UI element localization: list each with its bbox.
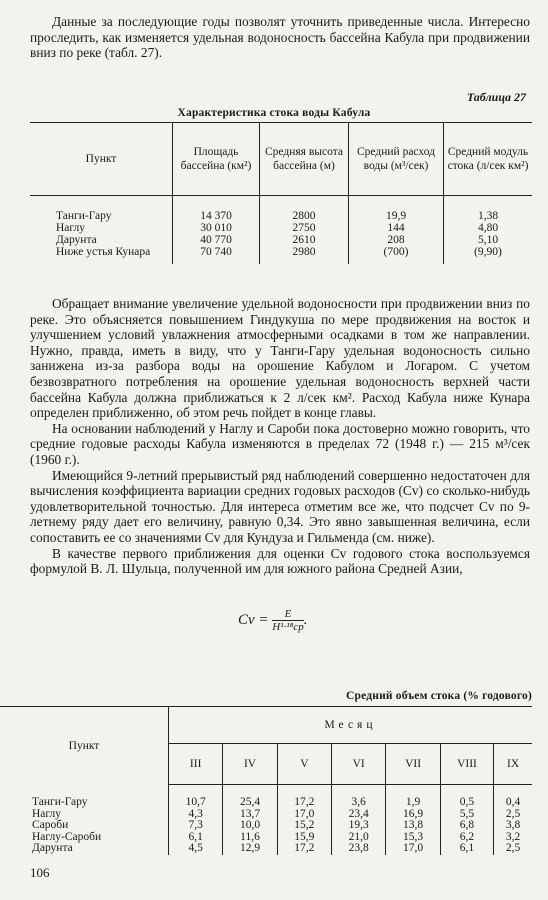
cell: 2,5 xyxy=(494,809,532,821)
cell: 6,2 xyxy=(440,832,494,844)
table-27-header: Средний модуль стока (л/сек км²) xyxy=(444,123,533,196)
cell: 11,6 xyxy=(223,832,277,844)
table-27-header: Пункт xyxy=(30,123,173,196)
cell: 3,6 xyxy=(332,797,386,809)
cell: 2980 xyxy=(260,246,349,258)
month-header: VI xyxy=(332,744,386,785)
cell: 13,7 xyxy=(223,809,277,821)
table-row xyxy=(30,210,532,222)
monthly-header-punkt: Пункт xyxy=(0,707,169,785)
cell: Наглу-Сароби xyxy=(32,830,102,843)
cell: 5,10 xyxy=(444,234,533,246)
cell: 15,3 xyxy=(386,832,440,844)
page-number: 106 xyxy=(30,865,50,880)
table-row xyxy=(30,246,532,258)
month-header: VII xyxy=(386,744,440,785)
table-27-header: Средняя высота бассейна (м) xyxy=(260,123,349,196)
cell: 5,5 xyxy=(440,809,494,821)
formula-tail: . xyxy=(303,611,308,628)
cell: 3,2 xyxy=(494,832,532,844)
cell: 17,2 xyxy=(277,843,331,855)
table-row xyxy=(0,809,532,821)
table-27-header: Площадь бассейна (км²) xyxy=(173,123,260,196)
table-row xyxy=(30,222,532,234)
cell: 6,1 xyxy=(169,832,223,844)
cell: 3,8 xyxy=(494,820,532,832)
table-27-header: Средний расход воды (м³/сек) xyxy=(349,123,444,196)
cell: 12,9 xyxy=(223,843,277,855)
cell: 4,3 xyxy=(169,809,223,821)
table-row xyxy=(0,797,532,809)
paragraph-3-text: На основании наблюдений у Наглу и Сароби пока достоверно можно говорить, что средние годовые расходы Кабула изменяются в пределах 72 (1948 г.) — 215 м³/сек (1960 г.). xyxy=(30,420,530,467)
paragraph-5-text: В качестве первого приближения для оценки Cv годового стока воспользуемся формулой В. Л. Шульца, полученной им для южного района Средней Азии, xyxy=(30,545,530,577)
cell: 2610 xyxy=(260,234,349,246)
paragraph-1 xyxy=(30,14,530,61)
cell: 4,5 xyxy=(169,843,223,855)
formula-fraction xyxy=(272,608,304,633)
table-27 xyxy=(30,122,532,264)
cell: Сароби xyxy=(32,819,69,831)
cell: Танги-Гару xyxy=(56,210,112,222)
cell: 21,0 xyxy=(332,832,386,844)
paragraph-2-text: Обращает внимание увеличение удельной водоносности при продвижении вниз по реке. Это объясняется повышением Гиндукуша по мере продвижения на восток и улучшением условий увлажнения атмосферными осадками в том же направлении. Нужно, правда, иметь в виду, что у Танги-Гару удельная водоносность сильно занижена из-за разбора воды на орошение Кабулом и Логаром. С учетом безвозвратного потребления на орошение удельная водоносность верхней части бассейна Кабула должна приближаться к 2 л/сек км². Расход Кабула ниже Кунара определен приближенно, об этом речь пойдет в конце главы. xyxy=(30,296,530,421)
cell: 1,9 xyxy=(386,797,440,809)
paragraph-4-text: Имеющийся 9-летний прерывистый ряд наблюдений совершенно недостаточен для вычисления коэффициента вариации средних годовых расходов (Cv) со сколько-нибудь удовлетворительной точностью. Для интереса отметим все же, что подсчет Cv по 9-летнему ряду дает его величину, равную 0,34. Это явно завышенная величина, если сопоставить ее со значениями Cv для Кундуза и Гильменда (см. ниже). xyxy=(30,467,530,545)
cell: 14 370 xyxy=(173,210,260,222)
cell: (9,90) xyxy=(444,246,533,258)
paragraph-2 xyxy=(30,296,530,577)
table-row xyxy=(0,832,532,844)
month-header: III xyxy=(169,744,223,785)
cell: 2800 xyxy=(260,210,349,222)
cell: 23,4 xyxy=(332,809,386,821)
month-header: VIII xyxy=(440,744,494,785)
cv-formula xyxy=(238,608,308,633)
cell: 0,5 xyxy=(440,797,494,809)
cell: 7,3 xyxy=(169,820,223,832)
month-header: IV xyxy=(223,744,277,785)
table-row xyxy=(0,820,532,832)
cell: 10,0 xyxy=(223,820,277,832)
cell: 17,0 xyxy=(277,809,331,821)
cell: 15,9 xyxy=(277,832,331,844)
cell: 19,3 xyxy=(332,820,386,832)
table-row xyxy=(30,234,532,246)
cell: 25,4 xyxy=(223,797,277,809)
cell: 4,80 xyxy=(444,222,533,234)
cell: Дарунта xyxy=(32,842,73,854)
cell: Дарунта xyxy=(56,234,97,246)
cell: 40 770 xyxy=(173,234,260,246)
cell: 13,8 xyxy=(386,820,440,832)
formula-denominator: H¹·¹⁸ср xyxy=(272,621,304,633)
cell: 16,9 xyxy=(386,809,440,821)
cell: 23,8 xyxy=(332,843,386,855)
cell: 6,8 xyxy=(440,820,494,832)
formula-lhs: Cv = xyxy=(238,611,269,628)
month-header: V xyxy=(277,744,331,785)
month-header: IX xyxy=(494,744,532,785)
cell: Ниже устья Кунара xyxy=(56,246,151,258)
cell: 19,9 xyxy=(349,210,444,222)
cell: 17,2 xyxy=(277,797,331,809)
paragraph-1-text: Данные за последующие годы позволят уточнить приведенные числа. Интересно проследить, как изменяется удельная водоносность бассейна Кабула при продвижении вниз по реке (табл. 27). xyxy=(30,14,530,61)
cell: 144 xyxy=(349,222,444,234)
cell: 70 740 xyxy=(173,246,260,258)
cell: 2750 xyxy=(260,222,349,234)
cell: 10,7 xyxy=(169,797,223,809)
cell: 208 xyxy=(349,234,444,246)
cell: 1,38 xyxy=(444,210,533,222)
table-27-title: Характеристика стока воды Кабула xyxy=(177,107,371,119)
cell: Наглу xyxy=(32,807,62,820)
monthly-runoff-table xyxy=(0,706,532,855)
cell: 15,2 xyxy=(277,820,331,832)
monthly-header-mesyac: Месяц xyxy=(169,707,533,744)
cell: Наглу xyxy=(56,222,86,234)
cell: 0,4 xyxy=(494,797,532,809)
cell: 17,0 xyxy=(386,843,440,855)
cell: 30 010 xyxy=(173,222,260,234)
table-27-caption: Таблица 27 xyxy=(466,90,526,104)
monthly-table-title: Средний объем стока (% годового) xyxy=(345,690,532,702)
cell: (700) xyxy=(349,246,444,258)
cell: Танги-Гару xyxy=(32,796,88,808)
table-row xyxy=(0,843,532,855)
formula-numerator: E xyxy=(272,608,304,621)
cell: 2,5 xyxy=(494,843,532,855)
cell: 6,1 xyxy=(440,843,494,855)
